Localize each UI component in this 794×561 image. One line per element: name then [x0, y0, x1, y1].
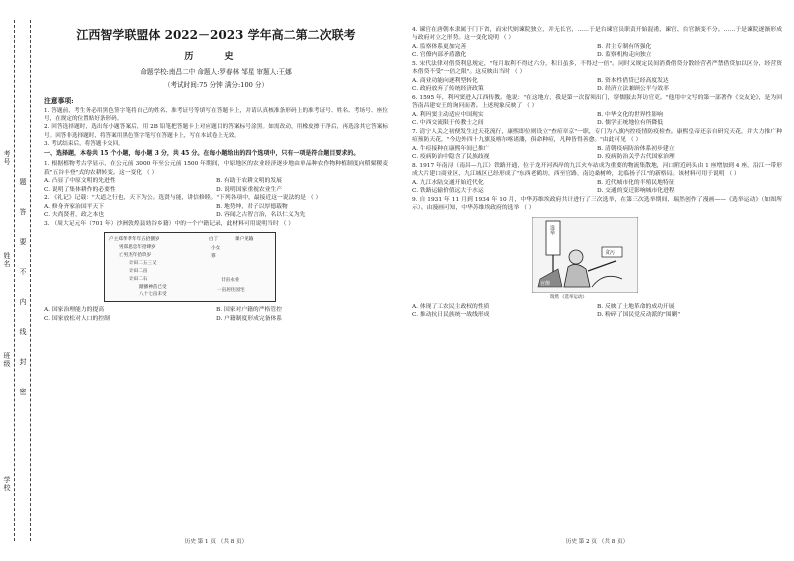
option-d: D. 经济立法兼顾公平与效率 [597, 86, 669, 93]
question-5 [412, 60, 782, 94]
register-line: 男郑思忠年拾肆岁 [119, 245, 156, 251]
question-stem: 4. 谏官在唐朝本隶属于门下省，而宋代则谏院独立，并无长官，……于是台谏官员职责开始混淆，谏官、台官渐变不分。……于是谏院逐渐形成与政府对立之形势。这一变化说明 （ ） [412, 27, 782, 42]
cartoon-label: 官僚 [540, 280, 551, 287]
margin-char: 线 [19, 328, 27, 336]
notice-item: 3. 考试结束后，将答题卡交回。 [44, 140, 124, 147]
option-d: D. 容闻之古智言治，名以仁义为先 [216, 212, 306, 219]
question-stem: 7. 清宁人关之初便发生过天花流行，康熙即位则设立"查痘章京"一职，专门为八旗内控疫情防疫检查。康熙皇帝还亲自研究天花，并大力推广种痘预防天花，"今边外四十九旗及喀尔喀诸藩，俱命种痘，凡种皆得善愈。"由此可见 （ ） [412, 129, 782, 144]
question-stem: 3. （周大足元年（701 年）沙洲敦煌县効谷乡籍）中的一个户籍记录，此材料可用说明当时 （ ） [44, 221, 295, 228]
option-d: D. 说明国家重视农业生产 [216, 186, 283, 193]
margin-char: 封 [19, 358, 27, 366]
option-d: D. 监察机构走向独立 [597, 52, 652, 59]
register-note: 小女 [211, 246, 221, 252]
option-d: D. 粉碎了国民党反动派的"围剿" [597, 312, 681, 319]
register-line: 计田二亩 [129, 269, 148, 275]
register-note: 寡 [211, 254, 216, 260]
option-c: C. 中西交流限于传教士之间 [412, 120, 484, 127]
option-c: C. 疫病防治中隐含了民族歧视 [412, 154, 490, 161]
option-d: D. 儒学正统地位有所降低 [597, 120, 664, 127]
binding-margin [0, 0, 40, 561]
register-line: 计田二五三又 [129, 261, 157, 267]
option-d: D. 交通的变迁影响城市化进程 [597, 188, 675, 195]
register-note: 白丁 [209, 237, 219, 243]
question-stem: 5. 宋代法律对借贷利息规定，"每月取利不得过六分，积日虽多，不得过一倍"。同时又规定民间消费借贷分散经营者严禁借贷加以区分，经营资本借贷不受"一倍之限"。这反映出当时 （ ） [412, 61, 782, 76]
register-line: 计田二石 [129, 277, 148, 283]
exam-title: 江西智学联盟体 2022－2023 学年高二第二次联考 [76, 28, 356, 42]
question-4 [412, 26, 782, 60]
name-label: 姓名 [3, 252, 11, 268]
option-b: B. 有助于农耕文明的发展 [216, 178, 282, 185]
margin-char: 要 [19, 238, 27, 246]
question-6 [412, 94, 782, 128]
option-b: B. 近代城市化的半殖民地特征 [597, 179, 675, 186]
option-a: A. 凸显了中原文明的先进性 [44, 178, 116, 185]
option-a: A. 修身齐家治国平天下 [44, 203, 105, 210]
option-d: D. 户籍制度形成完备体系 [216, 316, 283, 323]
register-line: 踏播神苗已受 [139, 285, 167, 291]
seal-line [14, 20, 15, 541]
option-c: C. 夫尚贤者，政之本也 [44, 212, 105, 219]
page-1 [44, 26, 388, 545]
household-register-document [104, 232, 276, 302]
option-a: A. 监察体系更加完善 [412, 43, 467, 50]
register-line: 户主郑孝孝年年五拾捌岁 [109, 237, 160, 243]
margin-char: 密 [19, 388, 27, 396]
class-label: 班级 [3, 352, 11, 368]
question-9 [412, 196, 782, 320]
option-c: C. 铁路运输价值远大于水运 [412, 188, 484, 195]
option-a: A. 国家治理能力的提高 [44, 307, 105, 314]
section-heading: 一、选择题，本卷共 15 个小题，每小题 3 分，共 45 分。在每小题给出的四个选项中，只有一项是符合题目要求的。 [44, 150, 360, 158]
question-stem: 1. 根据植物考古学显示，在公元前 3000 年至公元前 1500 年期间，中原地区的农业经济逐步地由单品种农作物种植制度向稻粟稷麦菽"五谷丰登"式的农耕转变。这一变化 （ ） [44, 161, 388, 176]
option-c: C. 官僚内部矛盾激化 [412, 52, 467, 59]
register-line: 八十七亩未受 [139, 292, 167, 298]
option-b: B. 资本性借贷已经高度发达 [597, 77, 669, 84]
question-stem: 6. 1595 年，利玛窦进入江西传教。他说："在这地方，我是第一次留须出门，穿儒服去拜访官吏。"他用中文写的第一部著作《交友论》，是为回答南昌建安王的询问而著。上述现象反映了 （ ） [412, 95, 782, 110]
page-footer: 历史 第 1 页 （共 8 页） [184, 539, 248, 545]
page-2 [412, 26, 782, 545]
option-a: A. 牛痘接种在康熙年间已推广 [412, 145, 490, 152]
option-b: B. 地势坤，君子以厚德载物 [216, 203, 288, 210]
question-stem: 8. 1917 年南浔（南昌—九江）铁路开通，位于龙开河西岸的九江火车站成为重要的物流集散地，河口附近码头由 1 座增加到 4 座，沿江一带形成大片建口商业区，九江城区已经形成了"东西老鹤坊，西至官路，南边桑树岭，北临扬子江"的新格局。该材料可用于说明 （ ） [412, 163, 782, 178]
option-c: C. 政府放弃了传统经济政策 [412, 86, 484, 93]
margin-char: 题 [19, 178, 27, 186]
page-footer: 历史 第 2 页 （共 8 页） [565, 539, 629, 545]
option-b: B. 中华文化的世界性影响 [597, 111, 663, 118]
question-1 [44, 160, 388, 194]
option-d: D. 疫病防治关乎古代国家治理 [597, 154, 675, 161]
setters-line: 命题学校:南昌二中 命题人:罗春林 邹星 审题人:王娜 [140, 68, 292, 76]
cartoon-caption: 瑞然 《选举运动》 [550, 294, 587, 300]
notice-item: 1. 答题前，考生务必用黑色签字笔将自己的姓名、准考证号等填写在答题卡上，并请认真核准条形码上的准考证号、姓名、考场号、座位号，在规定的位置贴好条形码。 [44, 108, 388, 123]
question-7 [412, 128, 782, 162]
cartoon-sign-text: 选举 [549, 224, 555, 235]
notice-item: 2. 回答选择题时，选出每小题答案后，用 2B 铅笔把答题卡上对应题目的答案标号涂黑。如需改动，用橡皮擦干净后，再选涂其它答案标号。回答非选择题时，将答案用黑色签字笔写在答题卡上，写在本试卷上无效。 [44, 124, 388, 139]
question-3 [44, 220, 388, 324]
option-c: C. 说明了集体耕作的必要性 [44, 186, 116, 193]
register-note: 一亩居住园宅 [217, 288, 245, 294]
option-b: B. 清朝疫病防治体系初步建立 [597, 145, 675, 152]
election-cartoon [532, 217, 638, 299]
margin-char: 不 [19, 268, 27, 276]
option-b: B. 君主专制有所强化 [597, 43, 652, 50]
exam-number-label: 考号 [3, 150, 11, 166]
option-a: A. 九江水陆交通开始近代化 [412, 179, 484, 186]
register-note: 课户见输 [235, 237, 254, 243]
subject-heading: 历 史 [184, 52, 248, 62]
option-c: C. 国家放松对人口的控制 [44, 316, 110, 323]
margin-char: 内 [19, 298, 27, 306]
school-label: 学校 [3, 476, 11, 492]
option-b: B. 反映了土地革命的成功开展 [597, 303, 675, 310]
cartoon-label: 贪污 [605, 249, 616, 256]
question-8 [412, 162, 782, 196]
exam-info: （考试时间:75 分钟 满分:100 分） [163, 81, 269, 89]
notice-heading: 注意事项: [44, 97, 74, 105]
option-a: A. 商业功能向逐利型转化 [412, 77, 478, 84]
option-a: A. 利玛窦主动适应中国现实 [412, 111, 484, 118]
question-2 [44, 194, 388, 220]
margin-char: 答 [19, 208, 27, 216]
seal-line [30, 20, 31, 541]
question-stem: 9. 自 1931 年 11 月到 1934 年 10 月，中华苏维埃政府共计进行了三次选举，在第三次选举期间，瑞然创作了漫画——《选举运动》（如图所示）。由漫画可知，中华苏维埃政府的选举 （ ） [412, 197, 782, 212]
question-stem: 2. 《礼记》记载："大道之行也，天下为公。选贤与能，讲信修睦。"下列各项中，最接近这一说法的是 （ ） [44, 195, 322, 202]
register-note: 廿亩永业 [221, 278, 240, 284]
option-c: C. 推动抗日民族统一战线形成 [412, 312, 490, 319]
option-a: A. 体现了工农民主政权的性质 [412, 303, 490, 310]
register-line: 亡男杰年拾玖岁 [119, 253, 152, 259]
option-b: B. 国家对户籍的严格管控 [216, 307, 282, 314]
